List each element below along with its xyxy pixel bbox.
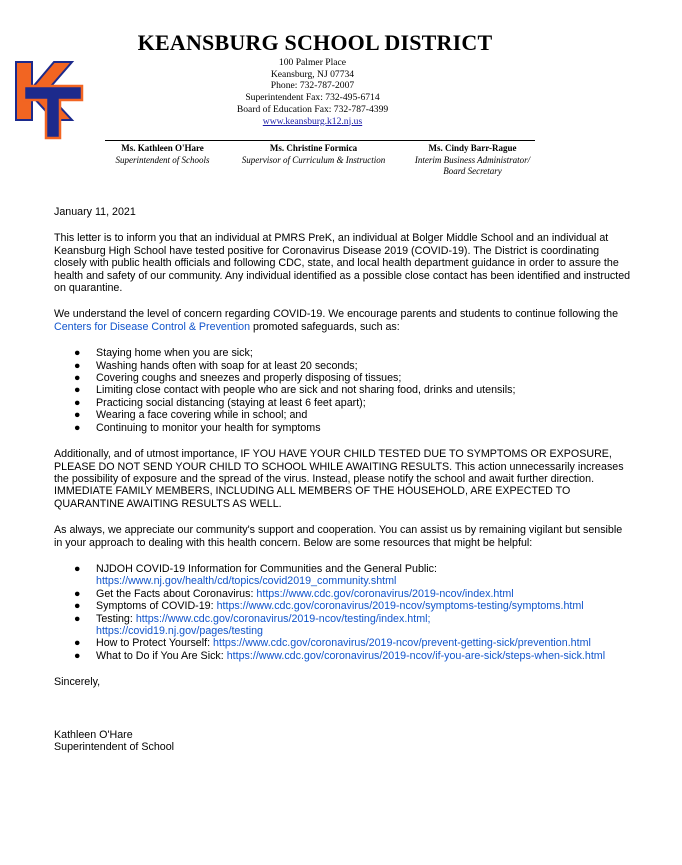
paragraph-testing-notice: Additionally, and of utmost importance, IF YOU HAVE YOUR CHILD TESTED DUE TO SYMPTOMS OR EXPOSURE, PLEASE DO NOT SEND YOUR CHILD TO SCHOOL WHILE AWAITING RESULTS. This action unnecessarily increases the possibility of exposure and the spread of the virus. Instead, please notify the school and await further direction. IMMEDIATE FAMILY MEMBERS, INCLUDING ALL MEMBERS OF THE HOUSEHOLD, ARE EXPECTED TO QUARANTINE AWAITING RESULTS AS WELL.	[54, 448, 624, 510]
list-item: ● Testing: https://www.cdc.gov/coronavirus/2019-ncov/testing/index.html; https://covid19.nj.gov/pages/testing	[74, 612, 431, 637]
bullet-icon: ●	[74, 600, 81, 613]
bullet-icon: ●	[74, 562, 81, 575]
list-item: ● How to Protect Yourself: https://www.cdc.gov/coronavirus/2019-ncov/prevent-getting-sick/prevention.html	[74, 637, 591, 650]
officer-name: Ms. Cindy Barr-Rague	[428, 143, 517, 153]
officer-title: Interim Business Administrator/	[414, 154, 531, 165]
safeguards-list	[54, 347, 632, 434]
list-item: ● Practicing social distancing (staying at least 6 feet apart);	[74, 396, 366, 409]
officer-supervisor	[226, 143, 401, 166]
officer-title: Supervisor of Curriculum & Instruction	[241, 154, 386, 165]
list-item: ● Symptoms of COVID-19: https://www.cdc.gov/coronavirus/2019-ncov/symptoms-testing/symptoms.html	[74, 600, 584, 613]
list-item: ● Limiting close contact with people who are sick and not sharing food, drinks and utensils;	[74, 384, 516, 397]
list-item: ● Wearing a face covering while in school; and	[74, 409, 308, 422]
bullet-icon: ●	[74, 637, 81, 650]
resource-link[interactable]: https://www.cdc.gov/coronavirus/2019-ncov/symptoms-testing/symptoms.html	[216, 600, 584, 613]
district-address	[200, 57, 425, 127]
bullet-icon: ●	[74, 409, 81, 422]
address-city: Keansburg, NJ 07734	[270, 68, 355, 80]
bullet-icon: ●	[74, 396, 81, 409]
paragraph-safeguards-intro: We understand the level of concern regarding COVID-19. We encourage parents and students to continue following the Centers for Disease Control & Prevention promoted safeguards, such as:	[54, 308, 619, 333]
letter-body	[54, 206, 632, 753]
bullet-icon: ●	[74, 359, 81, 372]
header-divider	[105, 140, 535, 141]
resource-link[interactable]: https://www.nj.gov/health/cd/topics/covid2019_community.shtml	[96, 575, 397, 588]
address-board-fax: Board of Education Fax: 732-787-4399	[236, 103, 389, 115]
resource-link[interactable]: https://www.cdc.gov/coronavirus/2019-ncov/index.html	[256, 587, 514, 600]
bullet-icon: ●	[74, 649, 81, 662]
signer-name: Kathleen O'Hare	[54, 728, 133, 741]
address-superintendent-fax: Superintendent Fax: 732-495-6714	[245, 92, 380, 104]
officer-superintendent	[100, 143, 225, 166]
list-item: ● Staying home when you are sick;	[74, 347, 253, 360]
address-street: 100 Palmer Place	[278, 57, 347, 68]
district-logo	[10, 58, 88, 140]
bullet-icon: ●	[74, 421, 81, 434]
address-phone: Phone: 732-787-2007	[270, 80, 355, 92]
list-item: ● Covering coughs and sneezes and properly disposing of tissues;	[74, 372, 402, 385]
resources-list	[54, 563, 632, 662]
officer-title-line2: Board Secretary	[443, 166, 502, 176]
resource-link-secondary[interactable]: https://covid19.nj.gov/pages/testing	[96, 624, 263, 637]
signer-title: Superintendent of School	[54, 741, 175, 753]
list-item: ● Washing hands often with soap for at least 20 seconds;	[74, 359, 358, 372]
bullet-icon: ●	[74, 384, 81, 397]
district-name: KEANSBURG SCHOOL DISTRICT	[137, 30, 493, 55]
paragraph-announcement: This letter is to inform you that an individual at PMRS PreK, an individual at Bolger Middle School and an individual at Keansburg High School have tested positive for Coronavirus Disease 2019 (COVID-19). The District is coordinating closely with public health officials and following CDC, state, and local health department guidance in order to assure the health and safety of our community. Any individual identified as a possible close contact has been identified and instructed on quarantine.	[54, 232, 631, 295]
resource-link[interactable]: https://www.cdc.gov/coronavirus/2019-ncov/prevent-getting-sick/prevention.html	[213, 637, 591, 650]
list-item: ● What to Do if You Are Sick: https://www.cdc.gov/coronavirus/2019-ncov/if-you-are-sick/steps-when-sick.html	[74, 649, 606, 662]
officer-name: Ms. Christine Formica	[269, 143, 358, 153]
officer-business-admin	[400, 143, 545, 178]
bullet-icon: ●	[74, 612, 81, 625]
bullet-icon: ●	[74, 372, 81, 385]
bullet-icon: ●	[74, 347, 81, 360]
paragraph-resources-intro: As always, we appreciate our community's support and cooperation. You can assist us by remaining vigilant but sensible in your approach to dealing with this health concern. Below are some resources that might be helpful:	[54, 524, 623, 549]
bullet-icon: ●	[74, 587, 81, 600]
list-item: ● Continuing to monitor your health for symptoms	[74, 421, 321, 434]
resource-link[interactable]: https://www.cdc.gov/coronavirus/2019-ncov/if-you-are-sick/steps-when-sick.html	[226, 649, 606, 662]
list-item: ● Get the Facts about Coronavirus: https://www.cdc.gov/coronavirus/2019-ncov/index.html	[74, 587, 514, 600]
list-item: ● NJDOH COVID-19 Information for Communities and the General Public: https://www.nj.gov/health/cd/topics/covid2019_community.shtml	[74, 562, 437, 588]
officer-title: Superintendent of Schools	[115, 154, 210, 165]
resource-link[interactable]: https://www.cdc.gov/coronavirus/2019-ncov/testing/index.html;	[135, 612, 431, 625]
cdc-link[interactable]: Centers for Disease Control & Prevention	[54, 320, 251, 333]
district-website-link[interactable]: www.keansburg.k12.nj.us	[262, 115, 363, 127]
officer-name: Ms. Kathleen O'Hare	[121, 143, 204, 153]
letter-closing: Sincerely,	[54, 676, 101, 689]
letter-date: January 11, 2021	[54, 206, 136, 218]
